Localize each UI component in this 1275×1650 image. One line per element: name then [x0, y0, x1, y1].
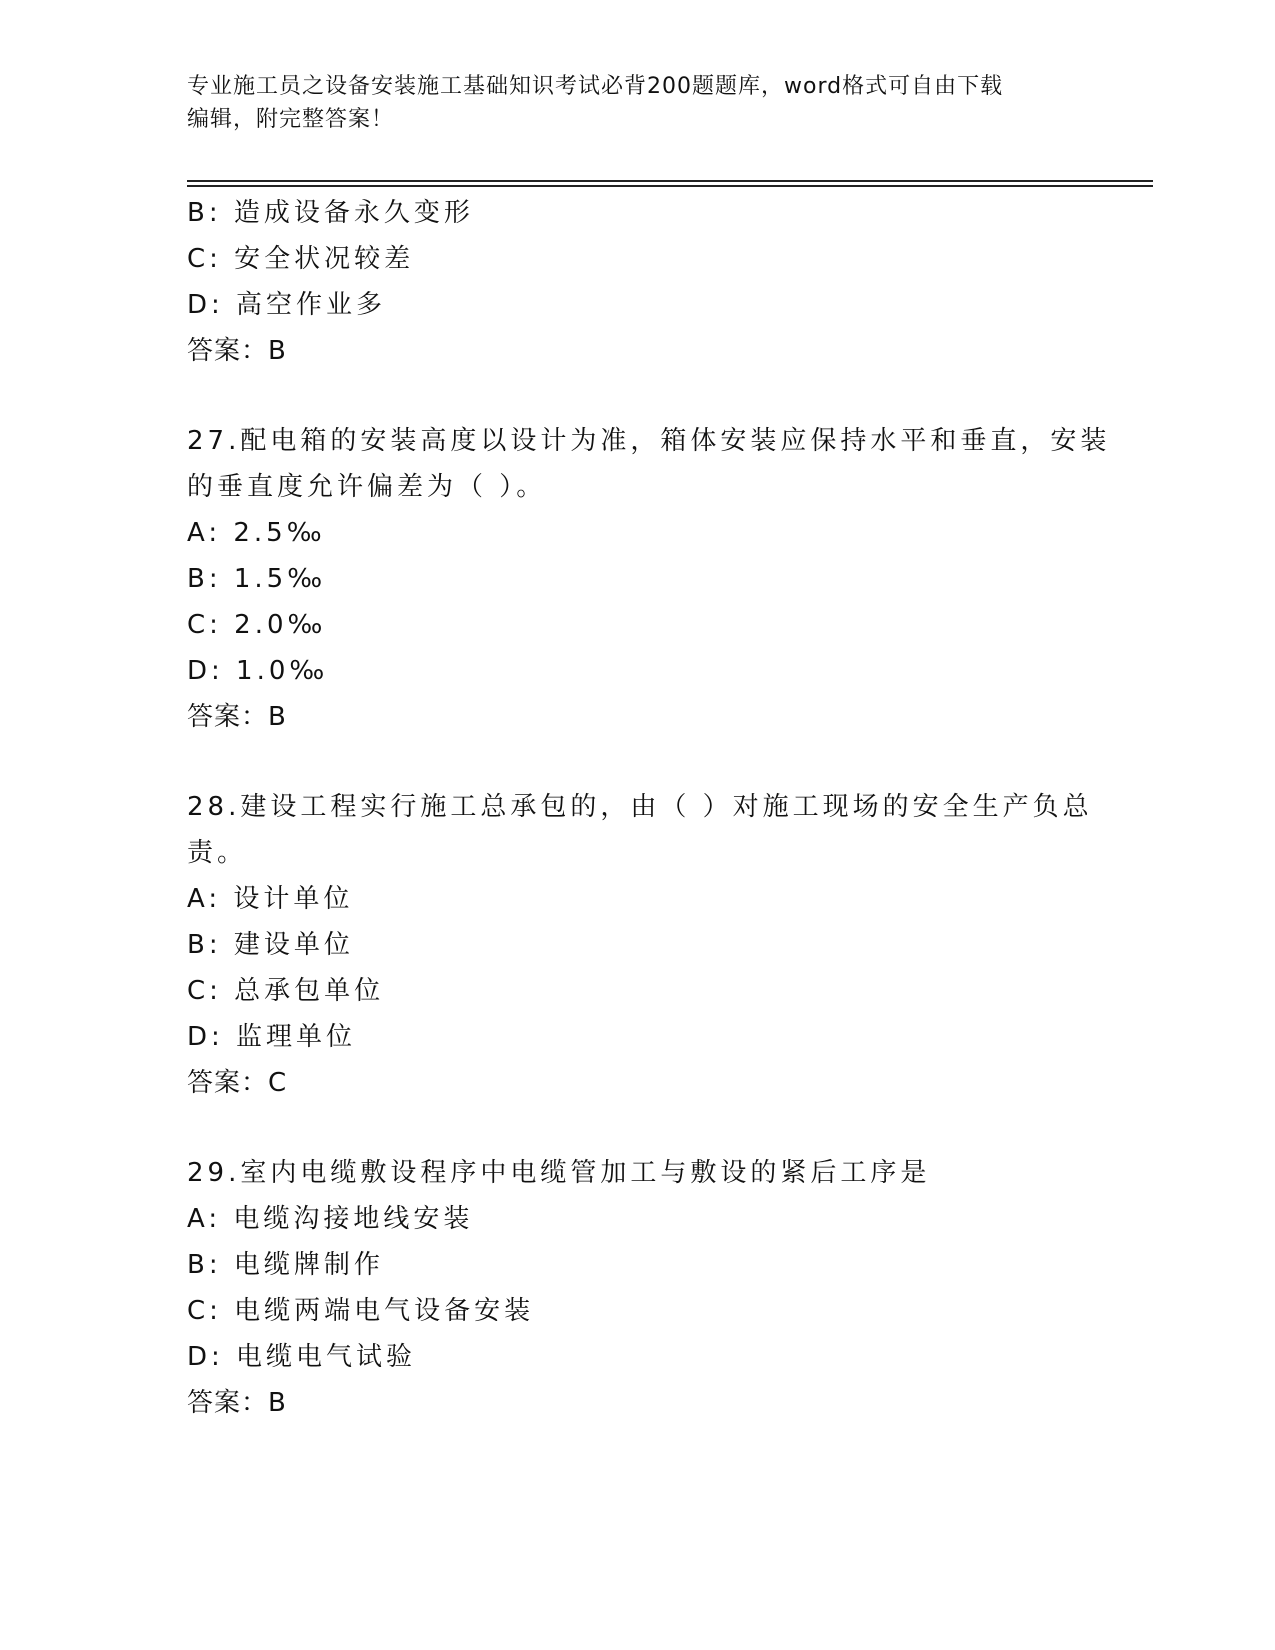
answer-line: 答案：B: [187, 702, 287, 732]
option-d: D: 电缆电气试验: [187, 1342, 417, 1372]
option-b: B: 电缆牌制作: [187, 1250, 384, 1280]
question-27: [187, 418, 1111, 740]
header-divider-bottom: [187, 185, 1153, 187]
option-d: D: 监理单位: [187, 1022, 357, 1052]
answer-line: 答案：B: [187, 1388, 287, 1418]
document-header: [187, 70, 1087, 136]
option-c: C: 电缆两端电气设备安装: [187, 1296, 535, 1326]
question-text-line: 责。: [187, 838, 248, 868]
spacer: [187, 1106, 1087, 1150]
question-28: [187, 784, 1093, 1106]
question-content: [187, 190, 1111, 1426]
question-text-line: 27.配电箱的安装高度以设计为准，箱体安装应保持水平和垂直，安装: [187, 426, 1111, 456]
spacer: [187, 374, 1087, 418]
option-a: A: 电缆沟接地线安装: [187, 1204, 474, 1234]
option-b: B: 建设单位: [187, 930, 354, 960]
option-a: A: 设计单位: [187, 884, 354, 914]
header-line-1: 专业施工员之设备安装施工基础知识考试必背200题题库，word格式可自由下载: [187, 74, 1004, 99]
option-b: B: 造成设备永久变形: [187, 198, 474, 228]
option-d: D: 1.0‰: [187, 656, 329, 686]
question-continuation: [187, 190, 1087, 374]
header-line-2: 编辑，附完整答案！: [187, 107, 395, 132]
spacer: [187, 740, 1087, 784]
option-b: B: 1.5‰: [187, 564, 327, 594]
option-c: C: 2.0‰: [187, 610, 327, 640]
question-29: [187, 1150, 1087, 1426]
question-text-line: 的垂直度允许偏差为（ ）。: [187, 472, 547, 502]
question-text-line: 29.室内电缆敷设程序中电缆管加工与敷设的紧后工序是: [187, 1158, 931, 1188]
answer-line: 答案：B: [187, 336, 287, 366]
option-a: A: 2.5‰: [187, 518, 326, 548]
question-text-line: 28.建设工程实行施工总承包的，由（ ）对施工现场的安全生产负总: [187, 792, 1093, 822]
option-c: C: 安全状况较差: [187, 244, 415, 274]
answer-line: 答案：C: [187, 1068, 288, 1098]
option-c: C: 总承包单位: [187, 976, 385, 1006]
header-divider-top: [187, 180, 1153, 182]
option-d: D: 高空作业多: [187, 290, 387, 320]
